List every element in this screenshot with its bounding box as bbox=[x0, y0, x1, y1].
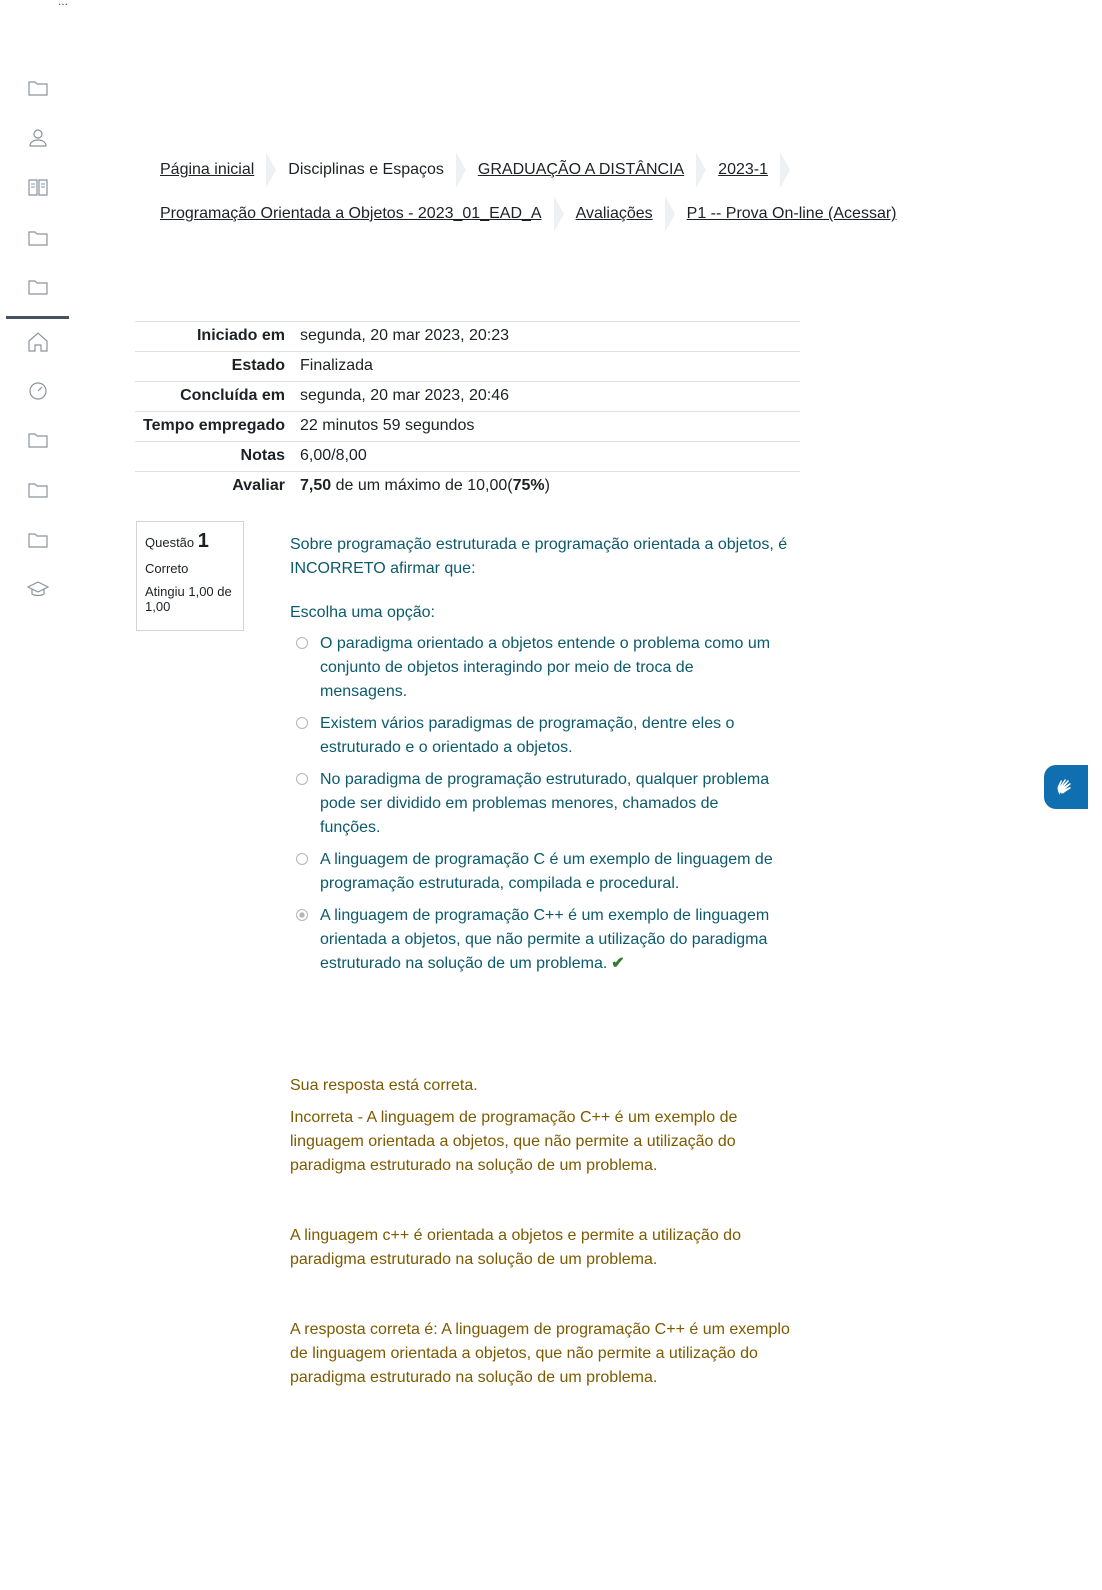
answer-option bbox=[296, 712, 776, 760]
summary-value: segunda, 20 mar 2023, 20:46 bbox=[300, 382, 800, 412]
question-status: Correto bbox=[145, 561, 189, 576]
feedback-correct-message: Sua resposta está correta. bbox=[290, 1077, 478, 1094]
summary-row bbox=[135, 472, 800, 502]
summary-grade-value bbox=[300, 472, 800, 502]
breadcrumb-home-link[interactable]: Página inicial bbox=[160, 161, 255, 178]
answer-text: No paradigma de programação estruturado, qualquer problema pode ser dividido em problemas menores, chamados de funções. bbox=[320, 771, 770, 836]
home-icon[interactable] bbox=[26, 330, 50, 354]
breadcrumb-graduacao-link[interactable]: GRADUAÇÃO A DISTÂNCIA bbox=[477, 161, 685, 178]
accessibility-sign-language-button[interactable] bbox=[1044, 765, 1088, 809]
summary-label: Concluída em bbox=[135, 382, 300, 412]
summary-label: Avaliar bbox=[135, 472, 300, 502]
feedback-explanation: Incorreta - A linguagem de programação C++ é um exemplo de linguagem orientada a objetos, que não permite a utilização do paradigma estruturado na solução de um problema. bbox=[290, 1109, 738, 1174]
graduation-cap-icon[interactable] bbox=[26, 578, 50, 602]
summary-value: segunda, 20 mar 2023, 20:23 bbox=[300, 322, 800, 352]
overflow-dots[interactable]: ... bbox=[58, 0, 69, 8]
folder-icon[interactable] bbox=[26, 226, 50, 250]
breadcrumb-avaliacoes-link[interactable]: Avaliações bbox=[575, 205, 653, 222]
answer-prompt: Escolha uma opção: bbox=[290, 604, 435, 621]
answer-option bbox=[296, 848, 776, 896]
grade-score: 7,50 bbox=[300, 477, 332, 494]
summary-label: Tempo empregado bbox=[135, 412, 300, 442]
grade-percent: 75% bbox=[512, 477, 545, 494]
summary-row bbox=[135, 322, 800, 352]
breadcrumb bbox=[150, 148, 1010, 236]
answer-radio[interactable] bbox=[296, 717, 308, 729]
question-number: 1 bbox=[197, 530, 209, 552]
summary-label: Notas bbox=[135, 442, 300, 472]
answer-list bbox=[296, 632, 776, 984]
breadcrumb-separator bbox=[780, 152, 790, 188]
question-label: Questão bbox=[145, 535, 195, 550]
feedback-panel bbox=[290, 1074, 790, 1390]
answer-option bbox=[296, 632, 776, 704]
hand-sign-icon bbox=[1052, 773, 1080, 801]
folder-icon[interactable] bbox=[26, 428, 50, 452]
folder-icon[interactable] bbox=[26, 528, 50, 552]
users-icon[interactable] bbox=[26, 126, 50, 150]
folder-icon[interactable] bbox=[26, 478, 50, 502]
breadcrumb-separator bbox=[665, 196, 675, 232]
answer-text: A linguagem de programação C é um exemplo de linguagem de programação estruturada, compilada e procedural. bbox=[320, 851, 773, 892]
breadcrumb-separator bbox=[554, 196, 564, 232]
summary-row bbox=[135, 352, 800, 382]
answer-text: O paradigma orientado a objetos entende o problema como um conjunto de objetos interagindo por meio de troca de mensagens. bbox=[320, 635, 771, 700]
answer-radio[interactable] bbox=[296, 853, 308, 865]
folder-icon[interactable] bbox=[26, 76, 50, 100]
question-text: Sobre programação estruturada e programação orientada a objetos, é INCORRETO afirmar que: bbox=[290, 536, 788, 577]
answer-radio[interactable] bbox=[296, 773, 308, 785]
answer-text: A linguagem de programação C++ é um exemplo de linguagem orientada a objetos, que não permite a utilização do paradigma estruturado na solução de um problema. bbox=[320, 907, 770, 972]
summary-row bbox=[135, 442, 800, 472]
summary-label: Estado bbox=[135, 352, 300, 382]
summary-value: 22 minutos 59 segundos bbox=[300, 412, 800, 442]
grade-max: de um máximo de 10,00( bbox=[331, 477, 513, 494]
dashboard-icon[interactable] bbox=[26, 378, 50, 402]
attempt-summary-table bbox=[135, 321, 800, 501]
summary-row bbox=[135, 412, 800, 442]
question-info-box bbox=[136, 521, 244, 631]
grade-close: ) bbox=[544, 477, 550, 494]
answer-text: Existem vários paradigmas de programação, dentre eles o estruturado e o orientado a objetos. bbox=[320, 715, 735, 756]
sidebar-active-indicator bbox=[6, 316, 69, 319]
breadcrumb-exam-link[interactable]: P1 -- Prova On-line (Acessar) bbox=[686, 205, 897, 222]
summary-row bbox=[135, 382, 800, 412]
question-grade: Atingiu 1,00 de 1,00 bbox=[145, 584, 232, 614]
feedback-explanation-2: A linguagem c++ é orientada a objetos e permite a utilização do paradigma estruturado na solução de um problema. bbox=[290, 1227, 741, 1268]
check-icon: ✔ bbox=[611, 955, 625, 972]
feedback-right-answer: A resposta correta é: A linguagem de programação C++ é um exemplo de linguagem orientada a objetos, que não permite a utilização do paradigma estruturado na solução de um problema. bbox=[290, 1321, 790, 1386]
summary-value: Finalizada bbox=[300, 352, 800, 382]
summary-value: 6,00/8,00 bbox=[300, 442, 800, 472]
summary-label: Iniciado em bbox=[135, 322, 300, 352]
answer-radio-checked[interactable] bbox=[296, 909, 308, 921]
book-icon[interactable] bbox=[26, 175, 50, 199]
breadcrumb-semester-link[interactable]: 2023-1 bbox=[718, 161, 768, 178]
breadcrumb-disciplinas[interactable]: Disciplinas e Espaços bbox=[288, 161, 444, 178]
answer-option bbox=[296, 768, 776, 840]
breadcrumb-separator bbox=[696, 152, 706, 188]
folder-icon[interactable] bbox=[26, 275, 50, 299]
breadcrumb-course-link[interactable]: Programação Orientada a Objetos - 2023_01_EAD_A bbox=[160, 205, 542, 222]
breadcrumb-separator bbox=[266, 152, 276, 188]
breadcrumb-separator bbox=[456, 152, 466, 188]
answer-radio[interactable] bbox=[296, 637, 308, 649]
answer-option-selected bbox=[296, 904, 776, 976]
